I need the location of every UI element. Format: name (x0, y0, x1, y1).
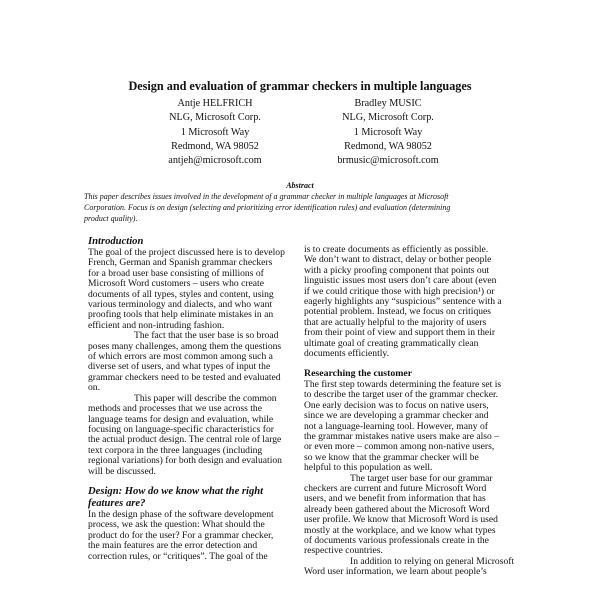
text-line: We don’t want to distract, delay or bother people (304, 254, 492, 266)
text-line: Corporation. Focus is on design (selecting and prioritizing error identification rules) and evaluation (determining (84, 203, 451, 212)
text-line: This paper will describe the common (134, 392, 277, 404)
text-line: diverse set of users, and what types of input the (88, 361, 271, 373)
text-line: the grammar mistakes native users make are also – (304, 431, 500, 442)
text-line: methods and processes that we use across the (88, 403, 262, 415)
text-line: brmusic@microsoft.com (337, 155, 439, 167)
text-line: grammar checkers need to be tested and evaluated (88, 371, 281, 383)
text-line: documents of all types, styles and content, using (88, 288, 274, 300)
text-line: In the design phase of the software development (88, 508, 274, 520)
author-block (298, 97, 478, 168)
text-line: already been gathered about the Microsoft Word (304, 503, 490, 515)
text-line: respective countries. (304, 545, 383, 557)
text-line: The fact that the user base is so broad (134, 330, 279, 342)
text-line: process, we ask the question: What should the (88, 519, 265, 531)
paragraph (88, 331, 306, 393)
text-line: users, and we benefit from information that has (304, 493, 486, 505)
text-line: features are? (88, 497, 146, 509)
text-line: This paper describes issues involved in the development of a grammar checker in multiple languages at Microsoft (84, 192, 449, 201)
text-line: Bradley MUSIC (354, 98, 422, 109)
text-line: focusing on language-specific characteristics for (88, 423, 274, 435)
text-line: The first step towards determining the feature set is (304, 378, 502, 390)
paragraph (304, 474, 524, 557)
text-line: not a language-learning tool. However, many of (304, 420, 488, 432)
text-line: One early decision was to focus on native users, (304, 399, 489, 411)
text-line: mostly at the workplace, and we know what types (304, 524, 496, 536)
text-line: correction rules, or “critiques”. The goal of the (88, 550, 268, 562)
text-line: is to create documents as efficiently as possible. (304, 244, 489, 255)
text-line: will be discussed. (88, 465, 156, 477)
text-line: Word user information, we learn about people’s (304, 566, 487, 578)
text-line: checkers are current and future Microsoft Word (304, 483, 487, 495)
text-line: Antje HELFRICH (177, 98, 253, 109)
text-line: ultimate goal of creating grammatically clean (304, 337, 479, 349)
paragraph (304, 557, 524, 578)
text-line: potential problem. Instead, we focus on critiques (304, 306, 492, 318)
text-line: proofing tools that help eliminate mistakes in an (88, 309, 274, 321)
text-line: poses many challenges, among them the questions (88, 340, 282, 352)
section-heading-researching: Researching the customer (304, 368, 413, 380)
paragraph (88, 394, 306, 477)
text-line: French, German and Spanish grammar checkers (88, 257, 273, 269)
text-line: helpful to this population as well. (304, 462, 433, 474)
text-line: for a broad user base consisting of millions of (88, 267, 264, 279)
text-line: if we could critique those with high precision¹) or (304, 285, 495, 297)
text-line: 1 Microsoft Way (180, 126, 250, 138)
text-line: product quality). (84, 214, 138, 223)
text-line: The target user base for our grammar (350, 472, 493, 484)
text-line: NLG, Microsoft Corp. (342, 112, 434, 124)
left-column (88, 236, 306, 562)
section-heading-introduction: Introduction (88, 236, 144, 247)
paragraph (88, 510, 306, 562)
text-line: of which errors are most common among such a (88, 351, 273, 363)
text-line: The goal of the project discussed here is to develop (88, 247, 285, 258)
text-line: on. (88, 382, 100, 394)
text-line: Microsoft Word customers – users who create (88, 278, 264, 290)
text-line: of documents various professionals create in the (304, 535, 489, 547)
text-line: text corpora in the three languages (including (88, 444, 263, 456)
text-line: user profile. We know that Microsoft Word is used (304, 514, 498, 526)
text-line: antjeh@microsoft.com (168, 155, 262, 167)
text-line: the actual product design. The central role of large (88, 434, 282, 446)
abstract-heading: Abstract (286, 181, 314, 190)
text-line: 1 Microsoft Way (353, 126, 423, 138)
text-line: NLG, Microsoft Corp. (169, 112, 261, 124)
text-line: linguistic issues most users don’t care about (even (304, 275, 497, 287)
text-line: In addition to relying on general Microsoft (350, 555, 515, 567)
section-heading-design (88, 486, 306, 510)
paper-title: Design and evaluation of grammar checkers in multiple languages (128, 79, 472, 93)
text-line: Redmond, WA 98052 (344, 140, 432, 152)
text-line: Design: How do we know what the right (88, 485, 264, 497)
text-line: efficient and non-intruding fashion. (88, 319, 225, 331)
text-line: from their point of view and support them in their (304, 327, 496, 339)
author-block (125, 97, 305, 168)
text-line: regional variations) for both design and evaluation (88, 455, 282, 467)
text-line: Redmond, WA 98052 (171, 140, 259, 152)
text-line: to describe the target user of the grammar checker. (304, 389, 499, 401)
text-line: so we know that the grammar checker will be (304, 451, 479, 463)
paragraph (304, 245, 524, 359)
text-line: language teams for design and evaluation, while (88, 413, 274, 425)
paragraph (88, 248, 306, 331)
text-line: with a picky proofing component that points out (304, 264, 490, 276)
text-line: or even more – common among non-native users, (304, 441, 495, 453)
text-line: documents efficiently. (304, 348, 389, 360)
right-column (304, 245, 524, 578)
text-line: the main features are the error detection and (88, 540, 258, 552)
abstract-text (84, 191, 524, 224)
text-line: that are actually helpful to the majority of users (304, 316, 487, 328)
paragraph (304, 380, 524, 474)
text-line: product do for the user? For a grammar checker, (88, 529, 274, 541)
text-line: various terminology and dialects, and who want (88, 299, 273, 311)
text-line: eagerly highlights any “suspicious” sentence with a (304, 296, 502, 308)
text-line: since we are developing a grammar checker and (304, 410, 489, 422)
